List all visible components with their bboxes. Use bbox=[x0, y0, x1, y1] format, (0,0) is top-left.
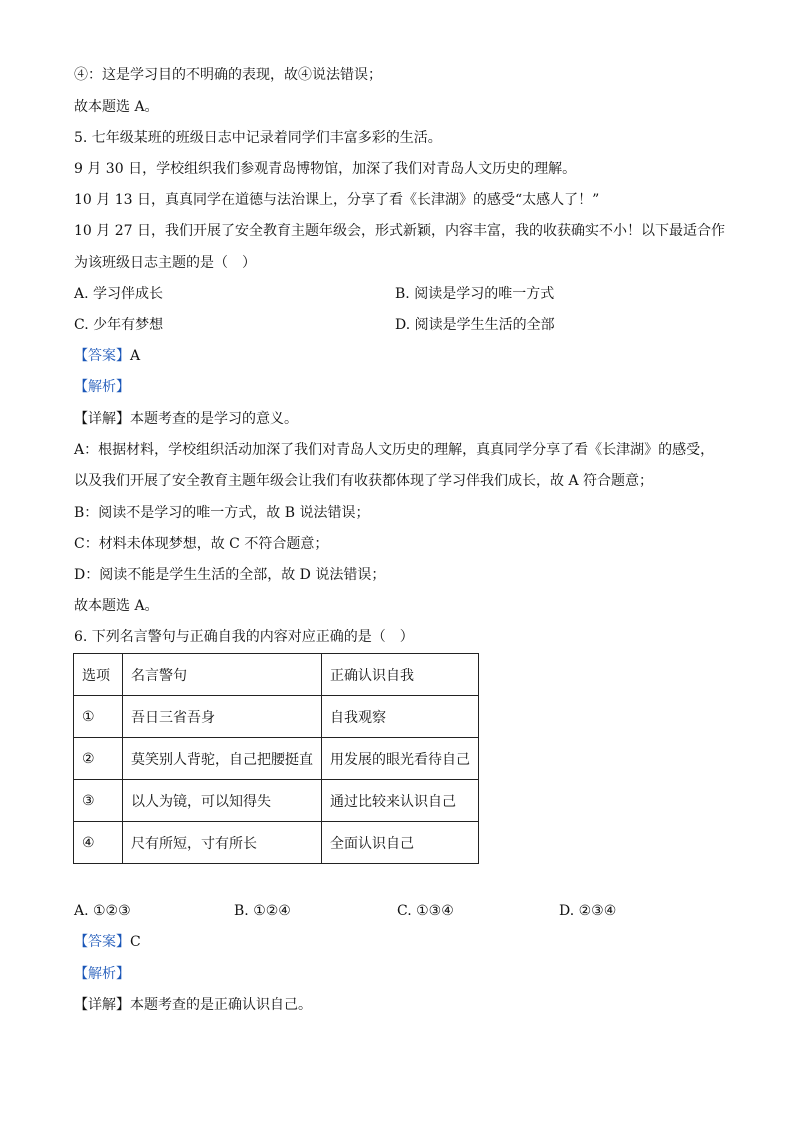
table-header: 选项 bbox=[74, 654, 123, 696]
table-cell: 以人为镜，可以知得失 bbox=[123, 780, 322, 822]
table-cell: 用发展的眼光看待自己 bbox=[322, 738, 479, 780]
q6-option-a: A. ①②③ bbox=[74, 903, 131, 919]
q6-option-d: D. ②③④ bbox=[559, 903, 617, 919]
table-cell: 全面认识自己 bbox=[322, 822, 479, 864]
text-line: 以及我们开展了安全教育主题年级会让我们有收获都体现了学习伴我们成长，故 A 符合题意； bbox=[74, 473, 654, 489]
text-line: 故本题选 A。 bbox=[74, 99, 159, 115]
table-cell: 自我观察 bbox=[322, 696, 479, 738]
table-row bbox=[74, 696, 479, 738]
text-line: 【详解】本题考查的是正确认识自己。 bbox=[74, 997, 312, 1013]
q6-answer bbox=[74, 933, 141, 951]
table-row bbox=[74, 738, 479, 780]
table-row bbox=[74, 780, 479, 822]
table-cell: ④ bbox=[74, 822, 123, 864]
q5-option-b: B. 阅读是学习的唯一方式 bbox=[395, 286, 555, 302]
text-line: 10 月 13 日，真真同学在道德与法治课上，分享了看《长津湖》的感受“太感人了！” bbox=[74, 192, 600, 208]
q5-answer bbox=[74, 347, 140, 365]
text-line: 9 月 30 日，学校组织我们参观青岛博物馆，加深了我们对青岛人文历史的理解。 bbox=[74, 161, 577, 177]
table-header: 名言警句 bbox=[123, 654, 322, 696]
text-line: ④：这是学习目的不明确的表现，故④说法错误； bbox=[74, 67, 382, 83]
answer-tag: 【答案】 bbox=[74, 348, 130, 364]
text-line: B：阅读不是学习的唯一方式，故 B 说法错误； bbox=[74, 505, 370, 521]
table-cell: 吾日三省吾身 bbox=[123, 696, 322, 738]
table-cell: ② bbox=[74, 738, 123, 780]
text-line: 10 月 27 日，我们开展了安全教育主题年级会，形式新颖，内容丰富，我的收获确实不小！以下最适合作 bbox=[74, 223, 725, 239]
table-cell: ① bbox=[74, 696, 123, 738]
q6-option-c: C. ①③④ bbox=[397, 903, 454, 919]
q6-option-b: B. ①②④ bbox=[234, 903, 291, 919]
table-cell: 莫笑别人背驼，自己把腰挺直 bbox=[123, 738, 322, 780]
table-header: 正确认识自我 bbox=[322, 654, 479, 696]
table-cell: 通过比较来认识自己 bbox=[322, 780, 479, 822]
q5-option-a: A. 学习伴成长 bbox=[74, 286, 164, 302]
q5-option-d: D. 阅读是学生生活的全部 bbox=[395, 317, 555, 333]
text-line: 【详解】本题考查的是学习的意义。 bbox=[74, 411, 298, 427]
q6-analysis-tag: 【解析】 bbox=[74, 966, 130, 982]
q5-analysis-tag: 【解析】 bbox=[74, 379, 130, 395]
text-line: D：阅读不能是学生生活的全部，故 D 说法错误； bbox=[74, 567, 386, 583]
table-header-row bbox=[74, 654, 479, 696]
answer-tag: 【答案】 bbox=[74, 934, 130, 950]
question-6-stem: 6. 下列名言警句与正确自我的内容对应正确的是（ ） bbox=[74, 629, 414, 645]
answer-value: C bbox=[130, 934, 141, 950]
text-line: 故本题选 A。 bbox=[74, 598, 159, 614]
text-line: A：根据材料，学校组织活动加深了我们对青岛人文历史的理解，真真同学分享了看《长津湖》的感受， bbox=[74, 442, 715, 458]
table-cell: ③ bbox=[74, 780, 123, 822]
answer-value: A bbox=[130, 348, 141, 364]
question-5-stem: 5. 七年级某班的班级日志中记录着同学们丰富多彩的生活。 bbox=[74, 130, 442, 146]
text-line: C：材料未体现梦想，故 C 不符合题意； bbox=[74, 536, 329, 552]
table-cell: 尺有所短，寸有所长 bbox=[123, 822, 322, 864]
q6-table bbox=[73, 653, 479, 864]
text-line: 为该班级日志主题的是（ ） bbox=[74, 255, 256, 271]
q5-option-c: C. 少年有梦想 bbox=[74, 317, 164, 333]
table-row bbox=[74, 822, 479, 864]
